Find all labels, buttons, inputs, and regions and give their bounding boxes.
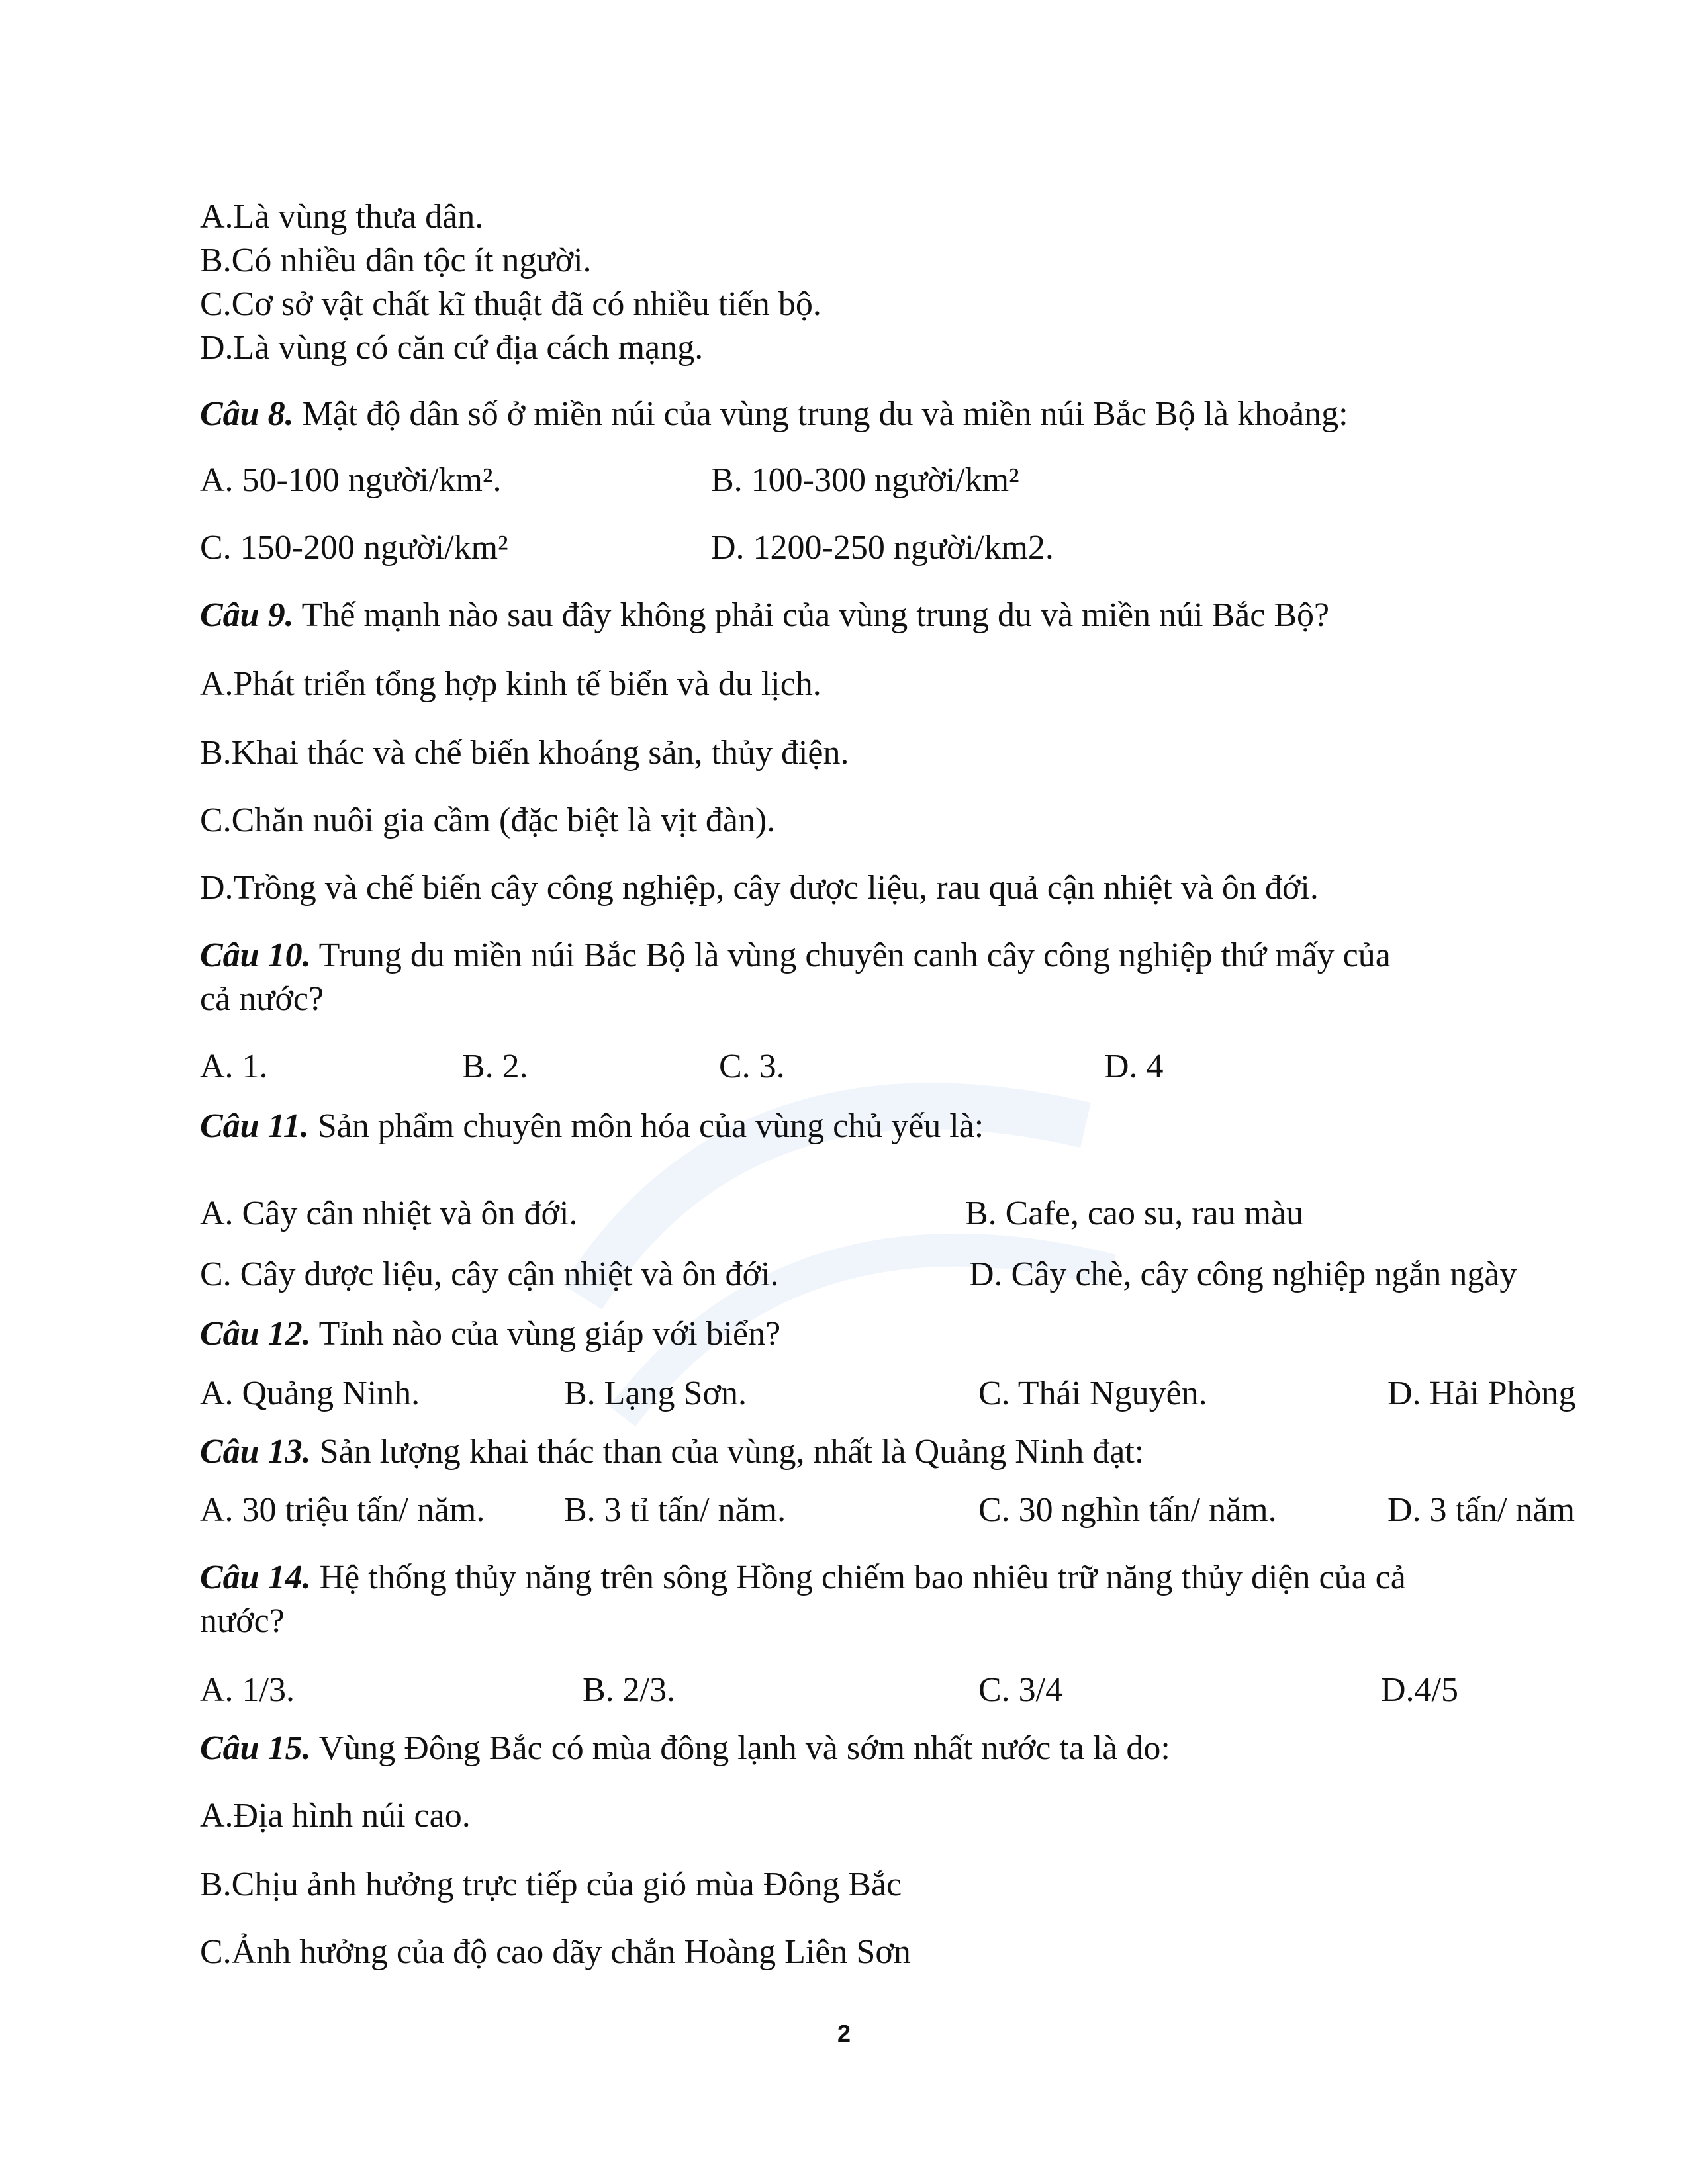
question-text-continued: nước? bbox=[200, 1602, 285, 1640]
option-c: C. Thái Nguyên. bbox=[978, 1375, 1207, 1412]
option-b: B. 100-300 người/km² bbox=[711, 461, 1019, 499]
question-label: Câu 10. bbox=[200, 936, 311, 974]
option-d: D.4/5 bbox=[1381, 1671, 1458, 1709]
q7-option-d: D.Là vùng có căn cứ địa cách mạng. bbox=[200, 329, 704, 367]
option-c: C. Cây dược liệu, cây cận nhiệt và ôn đới. bbox=[200, 1255, 779, 1293]
question-label: Câu 15. bbox=[200, 1729, 311, 1767]
q7-option-c: C.Cơ sở vật chất kĩ thuật đã có nhiều tiến bộ. bbox=[200, 285, 821, 323]
option-b: B. 2/3. bbox=[583, 1671, 676, 1709]
question-text: Trung du miền núi Bắc Bộ là vùng chuyên canh cây công nghiệp thứ mấy của bbox=[310, 936, 1391, 974]
question-stem bbox=[200, 936, 1391, 976]
option-c: C. 3. bbox=[719, 1048, 785, 1085]
option-d: D. 1200-250 người/km2. bbox=[711, 529, 1054, 567]
option-c: C. 150-200 người/km² bbox=[200, 529, 508, 567]
option-b: B.Khai thác và chế biến khoáng sản, thủy điện. bbox=[200, 734, 849, 772]
option-d: D. Hải Phòng bbox=[1387, 1375, 1576, 1412]
option-c: C.Chăn nuôi gia cầm (đặc biệt là vịt đàn). bbox=[200, 801, 776, 839]
option-b: B.Chịu ảnh hưởng trực tiếp của gió mùa Đông Bắc bbox=[200, 1866, 902, 1903]
option-b: B. 3 tỉ tấn/ năm. bbox=[564, 1491, 786, 1529]
option-a: A. 1/3. bbox=[200, 1671, 295, 1709]
question-label: Câu 14. bbox=[200, 1559, 311, 1596]
question-text: Thế mạnh nào sau đây không phải của vùng trung du và miền núi Bắc Bộ? bbox=[293, 596, 1330, 634]
question-text-continued: cả nước? bbox=[200, 980, 324, 1018]
question-label: Câu 13. bbox=[200, 1433, 311, 1471]
option-d: D.Trồng và chế biến cây công nghiệp, cây dược liệu, rau quả cận nhiệt và ôn đới. bbox=[200, 869, 1319, 907]
question-text: Vùng Đông Bắc có mùa đông lạnh và sớm nhất nước ta là do: bbox=[310, 1729, 1170, 1767]
option-a: A. Quảng Ninh. bbox=[200, 1375, 420, 1412]
question-stem bbox=[200, 1314, 780, 1354]
question-label: Câu 11. bbox=[200, 1107, 309, 1145]
option-b: B. Cafe, cao su, rau màu bbox=[965, 1195, 1304, 1232]
question-stem bbox=[200, 1432, 1144, 1472]
option-a: A. 50-100 người/km². bbox=[200, 461, 502, 499]
option-a: A. Cây cân nhiệt và ôn đới. bbox=[200, 1195, 578, 1232]
question-stem bbox=[200, 1558, 1406, 1598]
option-d: D. 4 bbox=[1104, 1048, 1164, 1085]
question-stem bbox=[200, 394, 1348, 434]
question-stem bbox=[200, 596, 1329, 635]
option-a: A.Địa hình núi cao. bbox=[200, 1797, 471, 1835]
option-a: A.Phát triển tổng hợp kinh tế biển và du lịch. bbox=[200, 665, 821, 703]
q7-option-a: A.Là vùng thưa dân. bbox=[200, 198, 484, 236]
option-b: B. 2. bbox=[462, 1048, 528, 1085]
question-label: Câu 12. bbox=[200, 1315, 311, 1353]
question-text: Mật độ dân số ở miền núi của vùng trung du và miền núi Bắc Bộ là khoảng: bbox=[293, 395, 1348, 433]
option-c: C.Ảnh hưởng của độ cao dãy chắn Hoàng Liên Sơn bbox=[200, 1933, 911, 1971]
option-b: B. Lạng Sơn. bbox=[564, 1375, 747, 1412]
option-d: D. Cây chè, cây công nghiệp ngắn ngày bbox=[969, 1255, 1517, 1293]
question-label: Câu 8. bbox=[200, 395, 294, 433]
option-d: D. 3 tấn/ năm bbox=[1387, 1491, 1575, 1529]
question-text: Sản phẩm chuyên môn hóa của vùng chủ yếu là: bbox=[308, 1107, 984, 1145]
question-stem bbox=[200, 1729, 1170, 1768]
question-text: Sản lượng khai thác than của vùng, nhất là Quảng Ninh đạt: bbox=[310, 1433, 1145, 1471]
question-stem bbox=[200, 1107, 984, 1146]
option-a: A. 30 triệu tấn/ năm. bbox=[200, 1491, 485, 1529]
question-label: Câu 9. bbox=[200, 596, 294, 634]
question-text: Hệ thống thủy năng trên sông Hồng chiếm bao nhiêu trữ năng thủy diện của cả bbox=[310, 1559, 1406, 1596]
question-text: Tỉnh nào của vùng giáp với biển? bbox=[310, 1315, 781, 1353]
option-c: C. 3/4 bbox=[978, 1671, 1063, 1709]
page-number: 2 bbox=[837, 2020, 851, 2047]
option-a: A. 1. bbox=[200, 1048, 268, 1085]
option-c: C. 30 nghìn tấn/ năm. bbox=[978, 1491, 1277, 1529]
q7-option-b: B.Có nhiều dân tộc ít người. bbox=[200, 242, 592, 279]
